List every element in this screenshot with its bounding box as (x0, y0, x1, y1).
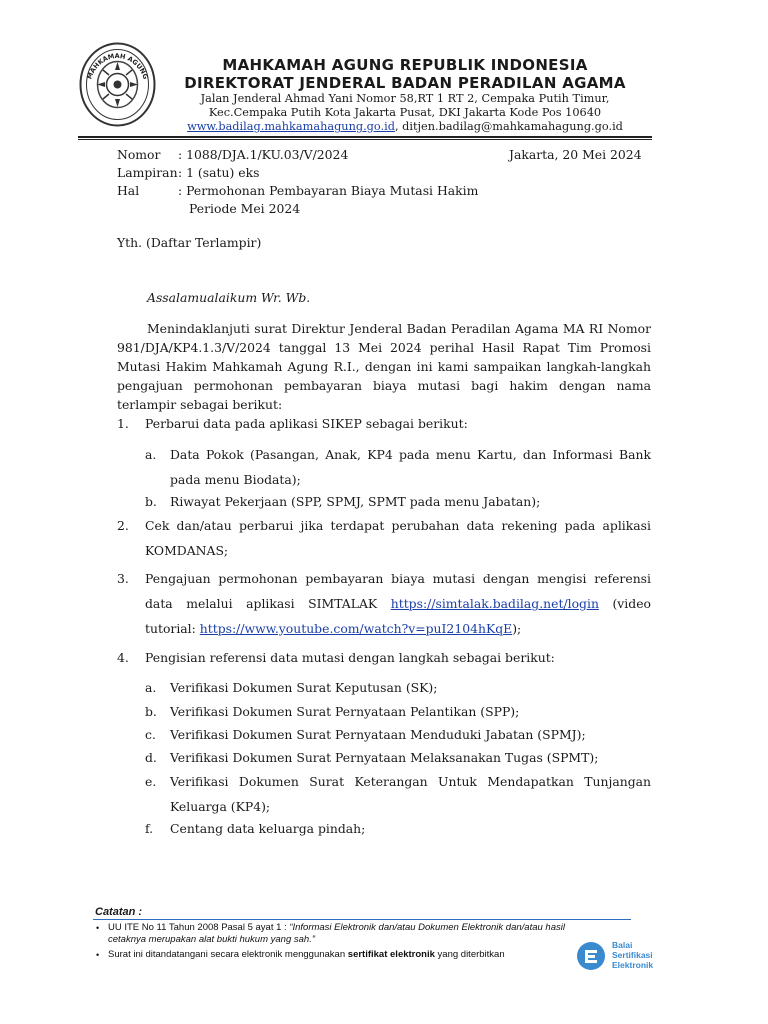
greeting: Assalamualaikum Wr. Wb. (147, 290, 311, 305)
logo-text: MAHKAMAH AGUNG (85, 51, 150, 81)
lampiran-value: : 1 (satu) eks (178, 165, 260, 180)
list-item-1-number: 1. (117, 416, 129, 431)
letterhead-rule-thin (78, 139, 652, 140)
institution-name: MAHKAMAH AGUNG REPUBLIK INDONESIA (222, 56, 588, 74)
footer-note-signature-bold: sertifikat elektronik (347, 949, 435, 960)
hal-value-line-1: : Permohonan Pembayaran Biaya Mutasi Hakim (178, 183, 479, 198)
list-item-1b (145, 489, 651, 514)
list-item-4a (145, 675, 651, 700)
footer-note-ite-prefix: UU ITE No 11 Tahun 2008 Pasal 5 ayat 1 : (108, 922, 290, 933)
opening-paragraph (117, 319, 651, 414)
list-item-4d-text: Verifikasi Dokumen Surat Pernyataan Melaksanakan Tugas (SPMT); (170, 750, 599, 765)
bse-label (612, 940, 653, 970)
bse-label-line-3: Elektronik (612, 960, 654, 970)
list-item-3-text-mid: (video tutorial: (145, 596, 651, 636)
list-item-4-number: 4. (117, 650, 129, 665)
list-item-4f (145, 816, 651, 841)
nomor-value: : 1088/DJA.1/KU.03/V/2024 (178, 147, 349, 162)
footer-note-signature-prefix: Surat ini ditandatangani secara elektronik menggunakan (108, 949, 348, 960)
hal-label: Hal (117, 183, 140, 198)
email-text: , ditjen.badilag@mahkamahagung.go.id (394, 120, 623, 133)
list-item-4b-letter: b. (145, 704, 157, 719)
hal-value-line-2: Periode Mei 2024 (189, 201, 301, 216)
address-line-1: Jalan Jenderal Ahmad Yani Nomor 58,RT 1 RT 2, Cempaka Putih Timur, (200, 92, 610, 105)
list-item-2-number: 2. (117, 518, 129, 533)
list-item-2-text: Cek dan/atau perbarui jika terdapat perubahan data rekening pada aplikasi KOMDANAS; (145, 518, 651, 558)
list-item-1b-letter: b. (145, 494, 157, 509)
list-item-4e-text: Verifikasi Dokumen Surat Keterangan Untuk Mendapatkan Tunjangan Keluarga (KP4); (170, 774, 651, 814)
nomor-label: Nomor (117, 147, 161, 162)
list-item-3-text-after: ); (512, 621, 522, 636)
bse-label-line-2: Sertifikasi (612, 950, 653, 960)
bse-label-line-1: Balai (612, 940, 633, 950)
recipient: Yth. (Daftar Terlampir) (117, 235, 262, 250)
letterhead-rule-thick (78, 136, 652, 138)
list-item-4c-text: Verifikasi Dokumen Surat Pernyataan Menduduki Jabatan (SPMJ); (170, 727, 586, 742)
list-item-4a-text: Verifikasi Dokumen Surat Keputusan (SK); (170, 680, 438, 695)
mahkamah-agung-seal-logo (79, 42, 156, 127)
youtube-tutorial-link[interactable]: https://www.youtube.com/watch?v=puI2104hKqE (199, 621, 513, 636)
footer-note-signature-suffix: yang diterbitkan (434, 949, 505, 960)
footer-note-ite (96, 922, 578, 946)
letter-date: Jakarta, 20 Mei 2024 (509, 147, 642, 162)
simtalak-link[interactable]: https://simtalak.badilag.net/login (390, 596, 599, 611)
lampiran-label: Lampiran (117, 165, 178, 180)
list-item-2 (117, 513, 651, 563)
list-item-4f-letter: f. (145, 821, 154, 836)
list-item-3 (117, 566, 651, 641)
list-item-4a-letter: a. (145, 680, 157, 695)
list-item-4b-text: Verifikasi Dokumen Surat Pernyataan Pelantikan (SPP); (170, 704, 520, 719)
opening-paragraph-text: Menindaklanjuti surat Direktur Jenderal Badan Peradilan Agama MA RI Nomor 981/DJA/KP4.1.3/V/2024 tanggal 13 Mei 2024 perihal Hasil Rapat Tim Promosi Mutasi Hakim Mahkamah Agung R.I., dengan ini kami sampaikan langkah-langkah pengajuan permohonan pembayaran biaya mutasi bagi hakim dengan nama terlampir sebagai berikut: (117, 321, 651, 412)
list-item-4 (117, 645, 651, 670)
list-item-1 (117, 411, 651, 436)
bullet-icon: • (96, 923, 100, 933)
list-item-1a-letter: a. (145, 447, 157, 462)
website-link[interactable]: www.badilag.mahkamahagung.go.id (187, 120, 395, 133)
list-item-4b (145, 699, 651, 724)
list-item-4f-text: Centang data keluarga pindah; (170, 821, 366, 836)
bullet-icon: • (96, 950, 100, 960)
list-item-3-text-before: Pengajuan permohonan pembayaran biaya mutasi dengan mengisi referensi data melalui aplikasi SIMTALAK (145, 571, 651, 611)
list-item-4d-letter: d. (145, 750, 157, 765)
list-item-4-text: Pengisian referensi data mutasi dengan langkah sebagai berikut: (145, 650, 555, 665)
list-item-3-number: 3. (117, 571, 129, 586)
letterhead (170, 56, 640, 134)
list-item-4e-letter: e. (145, 774, 157, 789)
list-item-4c (145, 722, 651, 747)
footer-note-signature (96, 949, 578, 961)
contact-line (170, 120, 640, 134)
footer-catatan-label: Catatan : (95, 906, 143, 918)
footer-rule (93, 919, 631, 920)
list-item-4c-letter: c. (145, 727, 156, 742)
list-item-3-text (117, 566, 651, 641)
footer-note-ite-quote: “Informasi Elektronik dan/atau Dokumen Elektronik dan/atau hasil cetaknya merupakan alat bukti hukum yang sah.” (108, 922, 565, 945)
list-item-4e (145, 769, 651, 819)
list-item-1a-text: Data Pokok (Pasangan, Anak, KP4 pada menu Kartu, dan Informasi Bank pada menu Biodata); (170, 447, 651, 487)
directorate-name: DIREKTORAT JENDERAL BADAN PERADILAN AGAMA (184, 74, 626, 92)
address-line-2: Kec.Cempaka Putih Kota Jakarta Pusat, DKI Jakarta Kode Pos 10640 (208, 106, 602, 119)
list-item-4d (145, 745, 651, 770)
list-item-1-text: Perbarui data pada aplikasi SIKEP sebagai berikut: (145, 416, 468, 431)
list-item-1a (145, 442, 651, 492)
list-item-1b-text: Riwayat Pekerjaan (SPP, SPMJ, SPMT pada menu Jabatan); (170, 494, 541, 509)
